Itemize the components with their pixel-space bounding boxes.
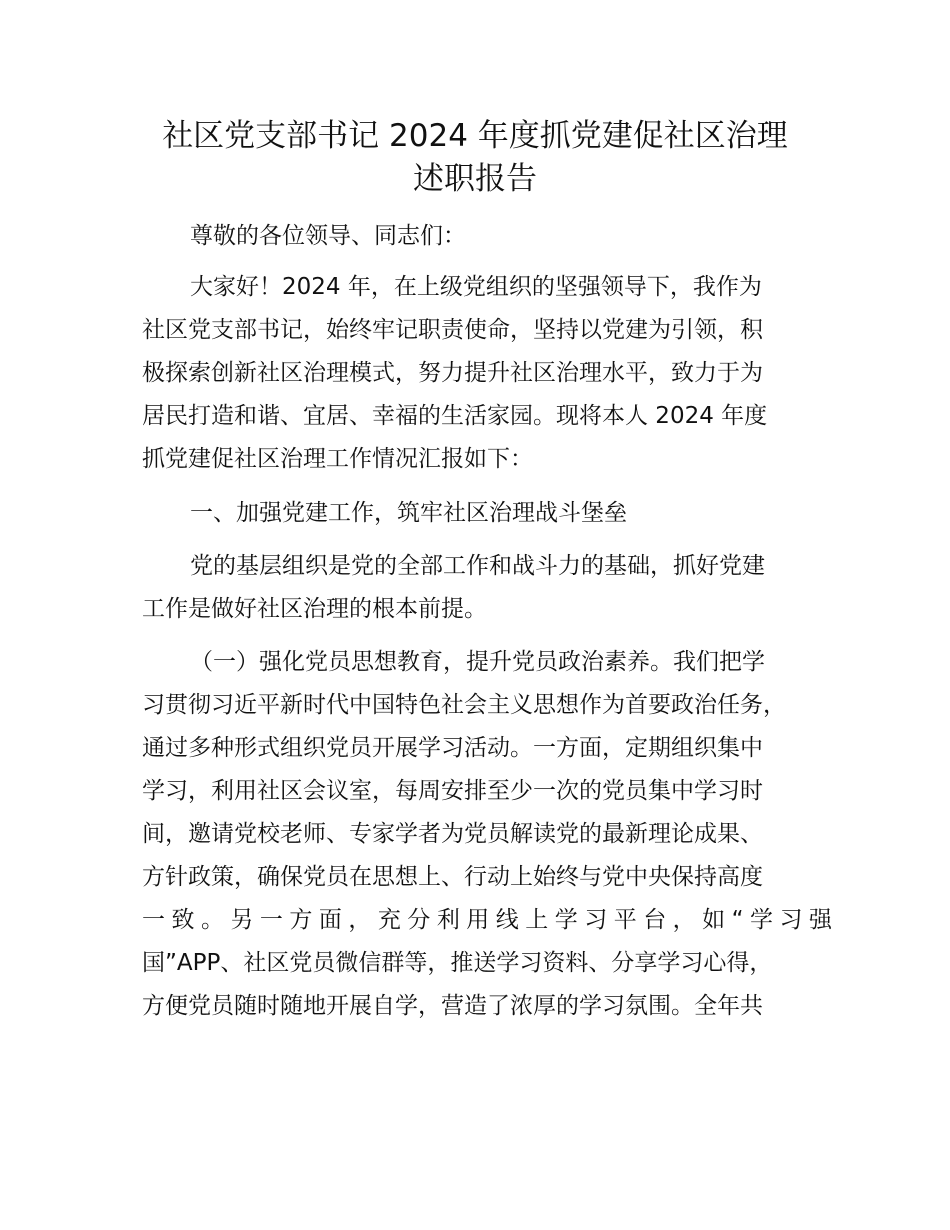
document-title-line-2: 述职报告 xyxy=(413,161,537,197)
body-text-line: 极探索创新社区治理模式，努力提升社区治理水平，致力于为 xyxy=(142,360,763,386)
body-text-line: 居民打造和谐、宜居、幸福的生活家园。现将本人 2024 年度 xyxy=(142,403,768,429)
section-heading: 一、加强党建工作，筑牢社区治理战斗堡垒 xyxy=(190,500,627,526)
body-text-line: 抓党建促社区治理工作情况汇报如下： xyxy=(142,446,533,472)
body-text-line: 一致。另一方面，充分利用线上学习平台，如“学习强 xyxy=(142,907,832,933)
body-text-line: 党的基层组织是党的全部工作和战斗力的基础，抓好党建 xyxy=(190,553,765,579)
body-text-line: 间，邀请党校老师、专家学者为党员解读党的最新理论成果、 xyxy=(142,821,763,847)
body-text-line: 习贯彻习近平新时代中国特色社会主义思想作为首要政治任务， xyxy=(142,692,786,718)
body-text-line: （一）强化党员思想教育，提升党员政治素养。我们把学 xyxy=(190,649,765,675)
body-text-line: 工作是做好社区治理的根本前提。 xyxy=(142,596,487,622)
body-text-line: 通过多种形式组织党员开展学习活动。一方面，定期组织集中 xyxy=(142,735,763,761)
body-text-line: 方针政策，确保党员在思想上、行动上始终与党中央保持高度 xyxy=(142,864,763,890)
salutation: 尊敬的各位领导、同志们： xyxy=(190,223,466,249)
body-text-line: 大家好！2024 年，在上级党组织的坚强领导下，我作为 xyxy=(190,274,762,300)
body-text-line: 学习，利用社区会议室，每周安排至少一次的党员集中学习时 xyxy=(142,778,763,804)
document-title-line-1: 社区党支部书记 2024 年度抓党建促社区治理 xyxy=(162,118,788,154)
body-text-line: 国”APP、社区党员微信群等，推送学习资料、分享学习心得， xyxy=(142,950,773,976)
body-text-line: 社区党支部书记，始终牢记职责使命，坚持以党建为引领，积 xyxy=(142,317,763,343)
body-text-line: 方便党员随时随地开展自学，营造了浓厚的学习氛围。全年共 xyxy=(142,993,763,1019)
